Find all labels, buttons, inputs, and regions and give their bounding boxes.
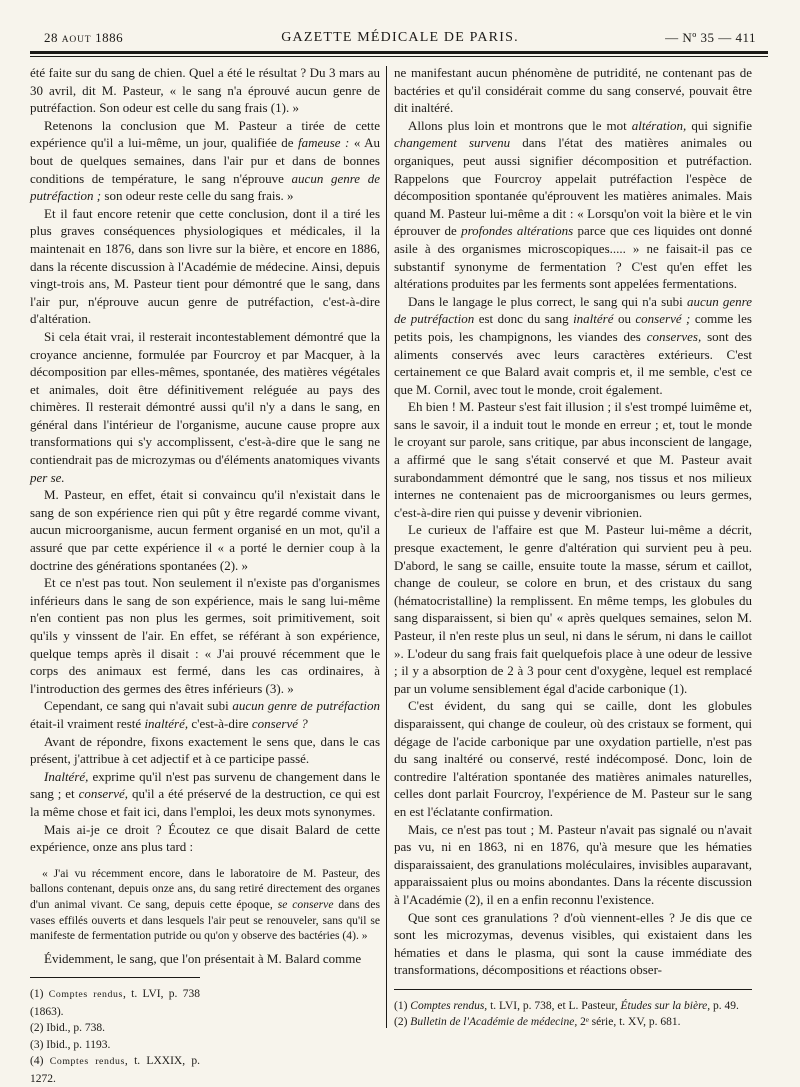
footnote: (1) Comptes rendus, t. LVI, p. 738 (1863). [30,988,200,1018]
paragraph: Et ce n'est pas tout. Non seulement il n'existe pas d'organismes inférieurs dans le sang de son expérience, mais le sang lui-même n'en contient pas non plus les germes, soit primitivement, soit qu'ils y vinssent de l'air. En effet, se référant à son expérience, quelque temps après il disait : « J'ai prouvé récemment que le corps des animaux est fermé, dans les cas ordinaires, à l'introduction des germes des êtres inférieurs (3). » [30,575,380,696]
paragraph: Mais, ce n'est pas tout ; M. Pasteur n'avait pas signalé ou n'avait pas vu, ni en 1863, ni en 1876, qu'à mesure que les hématies disparaissaient, des granulations moléculaires, invisibles auparavant, apparaissaient plus ou moins abondantes. Dans la récente discussion à l'Académie (2), il en a enfin reconnu l'existence. [394,821,752,907]
paragraph: Dans le langage le plus correct, le sang qui n'a subi aucun genre de putréfaction est donc du sang inaltéré ou conservé ; comme les petits pois, les champignons, les viandes des conserves, sont des aliments conservés avec leurs caractères extérieurs. C'est certainement ce que Balard avait compris et, il me semble, c'est ce que M. Cornil, avec tout le monde, croit également. [394,293,752,397]
date-day: 28 [44,30,58,45]
header-rule-thin [30,56,768,57]
paragraph: Allons plus loin et montrons que le mot altération, qui signifie changement survenu dans l'état des matières animales ou organiques, peut aussi signifier décomposition et putréfaction. Rappelons que Fourcroy appelait putréfaction l'espèce de décomposition spontanée qu'éprouvent les matières animales. Mais quand M. Pasteur lui-même a dit : « Lorsqu'on voit la bière et le vin éprouver de profondes altérations parce que ces liquides ont donné asile à des organismes microscopiques..... » ne faisait-il pas ce substantif synonyme de fermentation ? C'est qu'en effet les altérations produites par les ferments sont appelées fermentations. [394,117,753,292]
header-rule-thick [30,51,768,54]
paragraph: Inaltéré, exprime qu'il n'est pas survenu de changement dans le sang ; et conservé, qu'il a été préservé de la destruction, ce qui est la même chose et fait ici, dans l'emploi, les deux mots synonymes. [30,768,380,819]
date-year: 1886 [95,30,124,45]
paragraph: ne manifestant aucun phénomène de putridité, ne contenant pas de bactéries et qu'il considérait comme du sang conservé, pouvait être dit inaltéré. [394,65,752,116]
footnote: (4) Comptes rendus, t. LXXIX, p. 1272. [30,1055,200,1085]
date-month: AOUT [61,35,92,45]
paragraph: Cependant, ce sang qui n'avait subi aucun genre de putréfaction était-il vraiment resté inaltéré, c'est-à-dire conservé ? [30,698,381,731]
paragraph: Retenons la conclusion que M. Pasteur a tirée de cette expérience qu'il a lui-même, un jour, qualifiée de fameuse : « Au bout de quelques semaines, dans l'air pur et dans de bonnes conditions de température, le sang n'éprouve aucun genre de putréfaction ; son odeur reste celle du sang frais. » [30,117,381,204]
column-separator [386,66,387,1028]
footnote: (2) Bulletin de l'Académie de médecine, 2ᵉ série, t. XV, p. 681. [394,1016,681,1029]
right-column [394,64,752,1031]
paragraph: Le curieux de l'affaire est que M. Pasteur lui-même a décrit, presque exactement, le genre d'altération qui survient peu à peu. D'abord, le sang se caille, ensuite toute la masse, sérum et caillot, change de couleur, se colore en brun, et des cristaux du sang (hématocristalline) la remplissent. En même temps, les globules du sang disparaissent, si bien qu' « après quelques semaines, selon M. Pasteur, il n'en reste plus un seul, ni dans le sérum, ni dans le caillot ». L'odeur du sang frais fait quelquefois place à une odeur de lessive ; il y a absorption de 2 à 3 pour cent d'oxygène, lequel est remplacé par un volume sensiblement égal d'acide carbonique (1). [394,522,752,696]
paragraph: Et il faut encore retenir que cette conclusion, dont il a tiré les plus graves conséquences physiologiques et médicales, il la maintenait en 1876, dans son livre sur la bière, et encore en 1886, dans la récente discussion à l'Académie de médecine. Ainsi, depuis vingt-trois ans, M. Pasteur tient pour démontré que le sang, dans l'air pur, n'éprouve aucun genre de putréfaction, c'est-à-dire d'altération. [30,205,380,327]
paragraph: Si cela était vrai, il resterait incontestablement démontré que la croyance ancienne, formulée par Fourcroy et par Macquer, à la décomposition par elles-mêmes, spontanée, des matières végétales et animales, doit être définitivement reléguée au pays des chimères. Il resterait démontré aussi qu'il n'y a dans le sang, en général dans l'intérieur de l'organisme, aucune cause propre aux transformations qui s'y accomplissent, c'est-à-dire que le sang ne contiendrait pas de microzymas ou d'éléments anatomiques vivants per se. [30,328,380,485]
paragraph: Évidemment, le sang, que l'on présentait à M. Balard comme [44,950,362,966]
paragraph: C'est évident, du sang qui se caille, dont les globules disparaissent, qui change de couleur, où des cristaux se forment, qui dégage de l'acide carbonique par une oxydation partielle, n'est pas du sang inaltéré ou conservé, resté indécomposé. Donc, loin de contredire l'altération spontanée des matières animales naturelles, celles dont parlait Fourcroy, l'expérience de M. Pasteur sur le sang en est l'éclatante confirmation. [394,698,752,819]
footnote: (1) Comptes rendus, t. LVI, p. 738, et L. Pasteur, Études sur la bière, p. 49. [394,999,739,1012]
issue-page-number: — Nº 35 — 411 [665,30,756,45]
journal-title: GAZETTE MÉDICALE DE PARIS. [281,30,519,45]
paragraph: Eh bien ! M. Pasteur s'est fait illusion ; il s'est trompé luimême et, sans le savoir, il a induit tout le monde en erreur ; et, tout le monde le croyant sur parole, sans critique, par abus inconscient de langage, a affirmé que le sang s'était conservé et que M. Pasteur avait surabondamment démontré que le sang, nos tissus et nos milieux internes ne contenaient pas de microorganismes ou leurs germes, c'est-à-dire rien qui puisse y devenir vibrionien. [394,399,752,520]
paragraph: été faite sur du sang de chien. Quel a été le résultat ? Du 3 mars au 30 avril, dit M. Pasteur, « le sang n'a éprouvé aucun genre de putréfaction. Son odeur est celle du sang frais (1). » [30,65,380,116]
footnote: (3) Ibid., p. 1193. [30,1038,111,1051]
paragraph: Avant de répondre, fixons exactement le sens que, dans le cas présent, j'attribue à cet adjectif et à ce participe passé. [30,733,380,767]
paragraph: Mais ai-je ce droit ? Écoutez ce que disait Balard de cette expérience, onze ans plus tard : [30,821,380,855]
block-quote: « J'ai vu récemment encore, dans le laboratoire de M. Pasteur, des ballons contenant, depuis onze ans, du sang retiré directement des organes d'un animal vivant. Ce sang, depuis cette époque, se conserve dans des vases effilés ouverts et dans lesquels l'air peut se renouveler, sans qu'il se manifeste de fermentation putride ou qu'on y observe des bactéries (4). » [30,866,380,943]
footnote: (2) Ibid., p. 738. [30,1022,106,1035]
running-header [44,30,756,52]
paragraph: Que sont ces granulations ? d'où viennent-elles ? Je dis que ce sont les microzymas, devenus visibles, qui existaient dans les hématies et dans le plasma, qui sont la cause immédiate des transformations, décompositions et réactions obser- [394,909,752,978]
footnotes [30,977,200,1087]
paragraph: M. Pasteur, en effet, était si convaincu qu'il n'existait dans le sang de son expérience rien qui pût y être regardé comme vivant, aucun microorganisme, aucun ferment organisé en un mot, qu'il a assuré que par cette expérience il « a porté le dernier coup à la doctrine des générations spontanées (2). » [30,487,380,573]
footnotes [394,989,752,1031]
left-column [30,64,380,1087]
